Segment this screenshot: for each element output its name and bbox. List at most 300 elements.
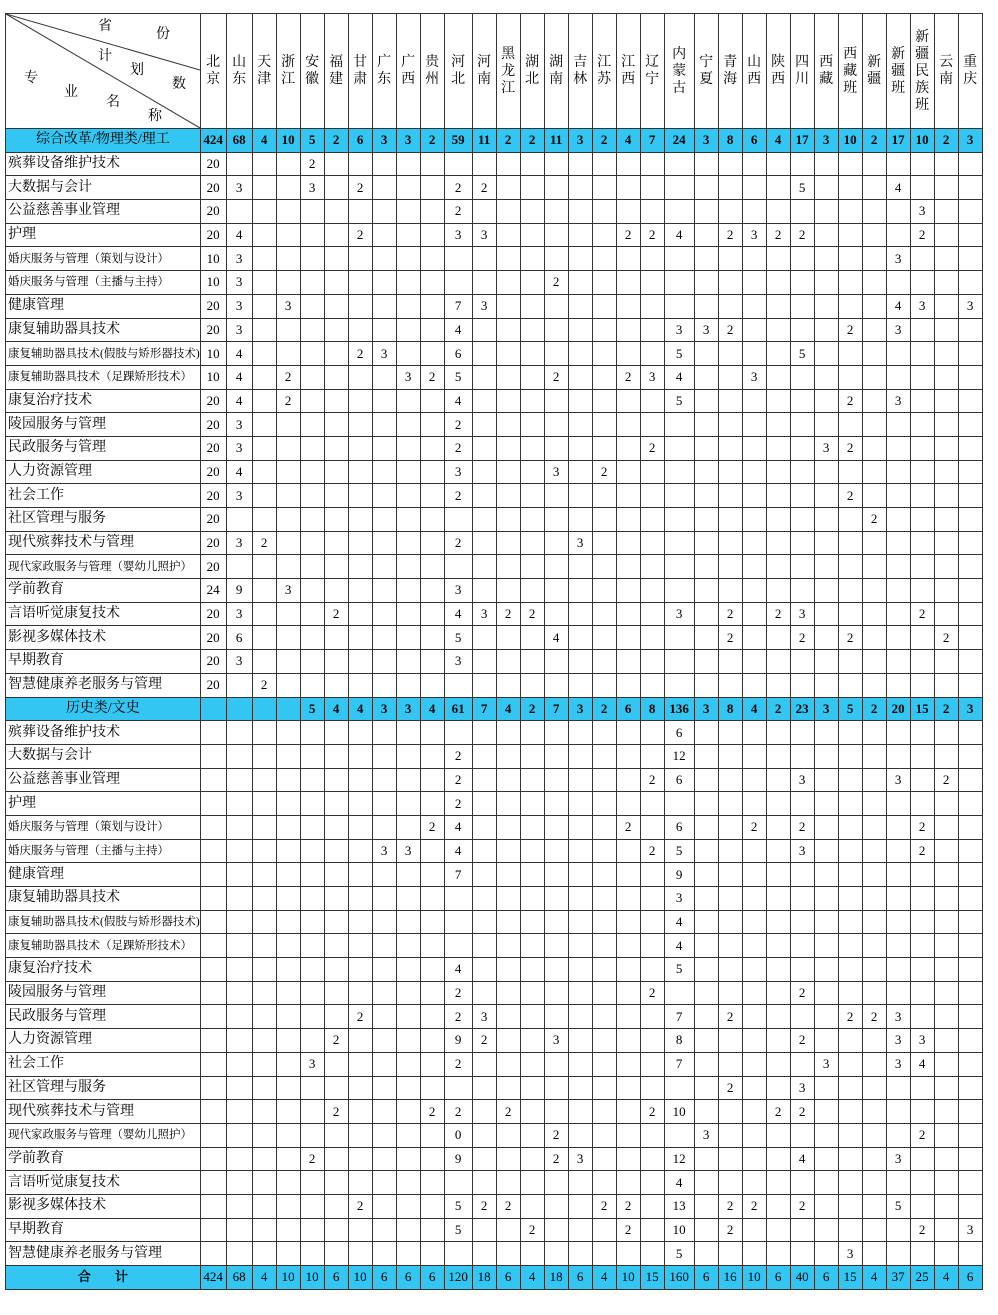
plan-count-cell: 7 [472,697,496,721]
plan-count-cell [568,365,592,389]
province-header: 山西 [742,14,766,129]
plan-count-cell [838,721,862,745]
plan-count-cell [568,579,592,603]
plan-count-cell: 3 [568,697,592,721]
plan-count-cell [300,1100,324,1124]
plan-count-cell [718,792,742,816]
plan-count-cell [862,318,886,342]
plan-count-cell: 2 [496,602,520,626]
plan-count-cell [694,579,718,603]
plan-count-cell [640,508,664,532]
plan-count-cell [252,744,276,768]
plan-count-cell [420,1242,444,1266]
plan-count-cell [544,152,568,176]
plan-count-cell [396,1194,420,1218]
plan-count-cell [472,1242,496,1266]
plan-count-cell [640,389,664,413]
plan-count-cell [592,626,616,650]
plan-count-cell [544,1052,568,1076]
plan-count-cell [742,1052,766,1076]
table-row [6,863,983,887]
plan-count-cell [520,910,544,934]
plan-count-cell [742,555,766,579]
plan-count-cell [790,721,814,745]
table-row [6,721,983,745]
plan-count-cell [862,271,886,295]
plan-count-cell: 6 [694,1266,718,1290]
plan-count-cell: 2 [790,1029,814,1053]
plan-count-cell [886,934,910,958]
plan-count-cell [718,531,742,555]
major-name-cell: 陵园服务与管理 [6,413,201,437]
plan-count-cell [694,1218,718,1242]
plan-count-cell [664,176,694,200]
plan-count-cell [886,460,910,484]
plan-count-cell [568,602,592,626]
plan-count-cell [276,673,300,697]
plan-count-cell [766,815,790,839]
plan-count-cell [520,626,544,650]
plan-count-cell [396,815,420,839]
plan-count-cell: 9 [664,863,694,887]
plan-count-cell [718,1147,742,1171]
table-row [6,1005,983,1029]
plan-count-cell: 4 [886,294,910,318]
plan-count-cell [640,1147,664,1171]
plan-count-cell [226,768,252,792]
plan-count-cell [226,555,252,579]
plan-count-cell [200,910,226,934]
section-header-row [6,697,983,721]
plan-count-cell [886,863,910,887]
plan-count-cell: 2 [718,223,742,247]
plan-count-cell [910,1194,934,1218]
plan-count-cell [616,721,640,745]
plan-count-cell [276,271,300,295]
plan-count-cell [568,934,592,958]
plan-count-cell [886,365,910,389]
plan-count-cell [226,1123,252,1147]
plan-count-cell [640,650,664,674]
plan-count-cell [766,365,790,389]
plan-count-cell [348,413,372,437]
plan-count-cell [838,1052,862,1076]
plan-count-cell [838,555,862,579]
plan-count-cell [420,1029,444,1053]
major-name-cell: 影视多媒体技术 [6,1194,201,1218]
plan-count-cell [592,792,616,816]
plan-count-cell [694,1076,718,1100]
plan-count-cell [718,365,742,389]
plan-count-cell [838,1076,862,1100]
plan-count-cell [664,531,694,555]
plan-count-cell [910,436,934,460]
corner-label: 业 [64,85,78,100]
plan-count-cell [348,1218,372,1242]
plan-count-cell: 2 [252,531,276,555]
plan-count-cell [934,1194,958,1218]
plan-count-cell [790,910,814,934]
plan-count-cell [300,815,324,839]
plan-count-cell [886,1242,910,1266]
plan-count-cell [838,223,862,247]
plan-count-cell: 3 [226,294,252,318]
plan-count-cell [640,673,664,697]
plan-count-cell [252,792,276,816]
table-row [6,531,983,555]
plan-count-cell: 5 [664,1242,694,1266]
plan-count-cell: 12 [664,1147,694,1171]
plan-count-cell [520,508,544,532]
plan-count-cell [276,1076,300,1100]
plan-count-cell [958,1171,982,1195]
province-header: 安徽 [300,14,324,129]
plan-count-cell [838,839,862,863]
plan-count-cell [790,1123,814,1147]
plan-count-cell [592,887,616,911]
plan-count-cell [496,1147,520,1171]
plan-count-cell [694,271,718,295]
plan-count-cell [324,626,348,650]
plan-count-cell [324,1076,348,1100]
plan-count-cell [420,792,444,816]
plan-count-cell [838,650,862,674]
plan-count-cell [814,413,838,437]
plan-count-cell [300,247,324,271]
plan-count-cell [718,673,742,697]
plan-count-cell [790,294,814,318]
table-row [6,484,983,508]
plan-count-cell [396,413,420,437]
plan-count-cell [226,815,252,839]
plan-count-cell [838,863,862,887]
plan-count-cell [790,673,814,697]
plan-count-cell [396,1100,420,1124]
province-header: 云南 [934,14,958,129]
plan-count-cell [496,579,520,603]
plan-count-cell [742,1171,766,1195]
plan-count-cell [372,1242,396,1266]
province-header: 新疆民族班 [910,14,934,129]
plan-count-cell: 3 [444,460,472,484]
province-header: 宁夏 [694,14,718,129]
plan-count-cell [934,887,958,911]
major-name-cell: 公益慈善事业管理 [6,768,201,792]
plan-count-cell: 10 [838,129,862,153]
plan-count-cell: 6 [742,129,766,153]
plan-count-cell: 2 [616,815,640,839]
plan-count-cell: 20 [200,626,226,650]
plan-count-cell [276,436,300,460]
plan-count-cell [958,1147,982,1171]
plan-count-cell: 3 [814,436,838,460]
plan-count-cell [790,863,814,887]
plan-count-cell [766,650,790,674]
plan-count-cell: 2 [862,508,886,532]
plan-count-cell [396,579,420,603]
plan-count-cell: 4 [742,697,766,721]
plan-count-cell [742,176,766,200]
plan-count-cell: 4 [444,839,472,863]
plan-count-cell [616,460,640,484]
plan-count-cell [324,389,348,413]
plan-count-cell [396,958,420,982]
plan-count-cell [472,247,496,271]
plan-count-cell [718,152,742,176]
plan-count-cell [324,887,348,911]
plan-count-cell [200,1242,226,1266]
plan-count-cell [958,887,982,911]
plan-count-cell [958,1100,982,1124]
plan-count-cell: 6 [226,626,252,650]
plan-count-cell: 4 [444,602,472,626]
plan-count-cell [372,1005,396,1029]
plan-count-cell [324,1218,348,1242]
plan-count-cell [766,934,790,958]
plan-count-cell: 3 [226,602,252,626]
plan-count-cell [616,294,640,318]
major-name-cell: 殡葬设备维护技术 [6,721,201,745]
plan-count-cell [372,223,396,247]
province-header: 浙江 [276,14,300,129]
plan-count-cell [444,1171,472,1195]
corner-header-cell [6,14,201,129]
plan-count-cell [472,815,496,839]
plan-count-cell [324,484,348,508]
plan-count-cell [300,981,324,1005]
plan-count-cell [252,981,276,1005]
plan-count-cell [766,294,790,318]
plan-count-cell: 15 [640,1266,664,1290]
plan-count-cell: 3 [742,365,766,389]
plan-count-cell [348,318,372,342]
plan-count-cell [664,555,694,579]
plan-count-cell: 2 [718,602,742,626]
plan-count-cell [300,223,324,247]
plan-count-cell [472,342,496,366]
plan-count-cell [958,673,982,697]
plan-count-cell [324,247,348,271]
plan-count-cell [718,579,742,603]
plan-count-cell: 3 [226,650,252,674]
plan-count-cell [444,247,472,271]
plan-count-cell [420,887,444,911]
plan-count-cell [664,460,694,484]
plan-count-cell [742,460,766,484]
plan-count-cell [300,626,324,650]
plan-count-cell [814,768,838,792]
plan-count-cell [324,152,348,176]
plan-count-cell: 40 [790,1266,814,1290]
plan-count-cell [640,934,664,958]
plan-count-cell [958,863,982,887]
plan-count-cell [958,1029,982,1053]
plan-count-cell [276,1194,300,1218]
plan-count-cell [348,602,372,626]
plan-count-cell: 6 [420,1266,444,1290]
plan-count-cell: 2 [324,129,348,153]
plan-count-cell [934,436,958,460]
plan-count-cell [958,247,982,271]
plan-count-cell [886,555,910,579]
plan-count-cell [324,342,348,366]
plan-count-cell [324,673,348,697]
plan-count-cell: 3 [226,484,252,508]
table-row [6,1100,983,1124]
plan-count-cell: 8 [640,697,664,721]
plan-count-cell [200,1171,226,1195]
plan-count-cell: 2 [640,981,664,1005]
plan-count-cell [694,910,718,934]
plan-count-cell [520,815,544,839]
plan-count-cell [814,152,838,176]
plan-count-cell [496,1123,520,1147]
plan-count-cell [616,1052,640,1076]
major-name-cell: 现代殡葬技术与管理 [6,1100,201,1124]
plan-count-cell [694,768,718,792]
table-row [6,389,983,413]
plan-count-cell [790,958,814,982]
plan-count-cell [472,721,496,745]
plan-count-cell [496,958,520,982]
plan-count-cell [252,436,276,460]
plan-count-cell [616,1123,640,1147]
plan-count-cell [444,673,472,697]
table-row [6,1194,983,1218]
plan-count-cell [958,176,982,200]
plan-count-cell [814,460,838,484]
plan-count-cell [742,887,766,911]
plan-count-cell [420,958,444,982]
table-row [6,365,983,389]
plan-count-cell [742,508,766,532]
plan-count-cell [742,247,766,271]
plan-count-cell [790,271,814,295]
plan-count-cell [640,200,664,224]
plan-count-cell [694,673,718,697]
plan-count-cell [520,200,544,224]
plan-count-cell [372,460,396,484]
plan-count-cell [742,673,766,697]
plan-count-cell [420,839,444,863]
major-name-cell: 言语听觉康复技术 [6,1171,201,1195]
plan-count-cell [276,626,300,650]
plan-count-cell [862,934,886,958]
plan-count-cell [616,555,640,579]
plan-count-cell: 4 [444,389,472,413]
plan-count-cell [766,1123,790,1147]
plan-count-cell [472,1218,496,1242]
plan-count-cell: 4 [420,697,444,721]
plan-count-cell [544,176,568,200]
plan-count-cell [348,721,372,745]
plan-count-cell [934,815,958,839]
plan-count-cell [200,1147,226,1171]
plan-count-cell: 37 [886,1266,910,1290]
plan-count-cell: 4 [252,129,276,153]
plan-count-cell [886,508,910,532]
plan-count-cell: 3 [300,1052,324,1076]
plan-count-cell: 4 [444,318,472,342]
plan-count-cell [958,839,982,863]
plan-count-cell [934,200,958,224]
plan-count-cell: 8 [718,129,742,153]
plan-count-cell [544,863,568,887]
plan-count-cell [520,1005,544,1029]
plan-count-cell: 4 [496,697,520,721]
plan-count-cell [814,626,838,650]
plan-count-cell: 3 [372,342,396,366]
plan-count-cell [766,484,790,508]
plan-count-cell: 4 [348,697,372,721]
plan-count-cell [568,839,592,863]
plan-count-cell [766,910,790,934]
plan-count-cell [790,650,814,674]
plan-count-cell [420,626,444,650]
plan-count-cell [200,815,226,839]
plan-count-cell [862,223,886,247]
plan-count-cell [372,744,396,768]
plan-count-cell [544,247,568,271]
plan-count-cell [252,839,276,863]
plan-count-cell [568,247,592,271]
plan-count-cell [520,294,544,318]
plan-count-cell [496,1171,520,1195]
plan-count-cell [200,958,226,982]
table-row [6,1242,983,1266]
table-row [6,815,983,839]
major-name-cell: 婚庆服务与管理（主播与主持） [6,271,201,295]
plan-count-cell [886,200,910,224]
plan-count-cell [300,744,324,768]
plan-count-cell [520,744,544,768]
plan-count-cell [616,792,640,816]
plan-count-cell: 2 [838,626,862,650]
enrollment-plan-table [5,13,983,1290]
plan-count-cell [396,176,420,200]
plan-count-cell [396,910,420,934]
plan-count-cell [886,223,910,247]
plan-count-cell [568,768,592,792]
major-name-cell: 人力资源管理 [6,1029,201,1053]
province-header: 重庆 [958,14,982,129]
plan-count-cell [420,1123,444,1147]
plan-count-cell [958,792,982,816]
plan-count-cell [766,342,790,366]
plan-count-cell [420,981,444,1005]
plan-count-cell [766,176,790,200]
plan-count-cell: 2 [934,768,958,792]
plan-count-cell [862,436,886,460]
plan-count-cell [742,413,766,437]
plan-count-cell [372,1100,396,1124]
plan-count-cell [910,247,934,271]
plan-count-cell: 2 [640,223,664,247]
plan-count-cell [694,176,718,200]
plan-count-cell: 4 [226,389,252,413]
plan-count-cell [862,721,886,745]
plan-count-cell [252,318,276,342]
province-header: 青海 [718,14,742,129]
plan-count-cell [886,579,910,603]
plan-count-cell [886,958,910,982]
plan-count-cell [348,1052,372,1076]
plan-count-cell [544,342,568,366]
province-header: 陕西 [766,14,790,129]
plan-count-cell [592,200,616,224]
major-name-cell: 早期教育 [6,1218,201,1242]
plan-count-cell [790,508,814,532]
